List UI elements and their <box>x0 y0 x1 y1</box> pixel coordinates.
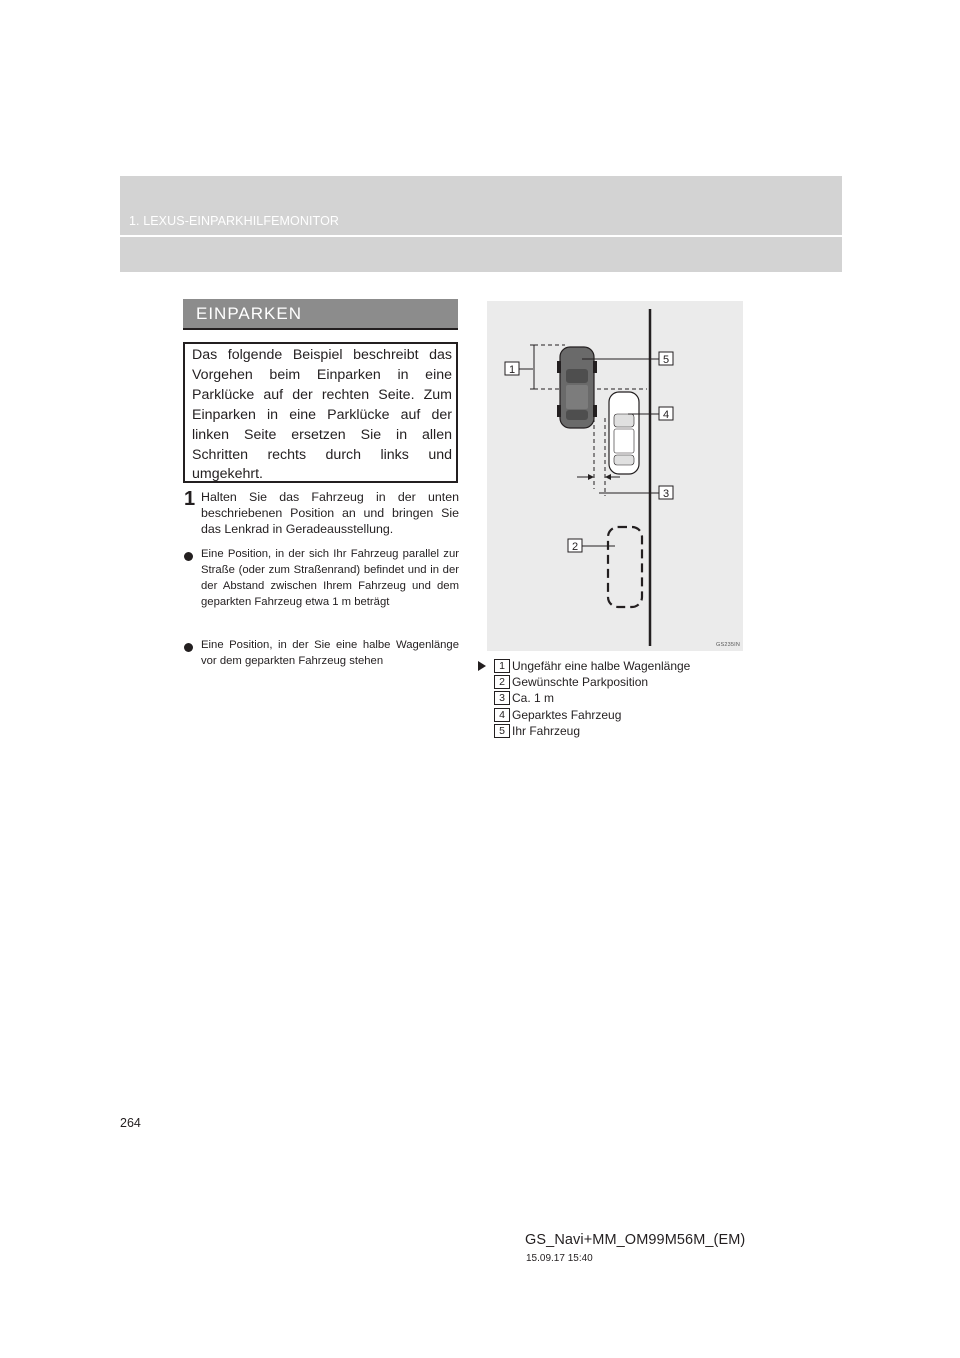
step-number: 1 <box>184 488 196 510</box>
bullet-text: Eine Position, in der sich Ihr Fahrzeug parallel zur Straße (oder zum Straßenrand) befindet und in der der Abstand zwischen Ihrem Fahrzeug und dem geparkten Fahrzeug etwa 1 m beträgt <box>201 548 459 608</box>
legend-text: Ungefähr eine halbe Wagenlänge <box>512 659 691 673</box>
legend-item <box>478 707 778 723</box>
callout-label: 2 <box>571 541 579 553</box>
section-heading: EINPARKEN <box>183 299 458 330</box>
legend-text: Geparktes Fahrzeug <box>512 707 622 722</box>
header-band <box>120 176 842 272</box>
callout-1-badge <box>505 362 519 376</box>
legend-number: 3 <box>494 691 510 705</box>
intro-box: Das folgende Beispiel beschreibt das Vorgehen beim Einparken in eine Parklücke auf der rechten Seite. Zum Einparken in eine Parklücke auf der linken Seite ersetzen Sie in allen Schritten rechts durch links und umgekehrt. <box>183 342 458 483</box>
figure-code: GS235IN <box>715 642 740 648</box>
legend-number: 2 <box>494 675 510 689</box>
document-id: GS_Navi+MM_OM99M56M_(EM) <box>525 1232 746 1248</box>
callout-label: 1 <box>508 364 516 376</box>
header-rule <box>120 235 842 237</box>
legend-number: 4 <box>494 708 510 722</box>
legend-number: 1 <box>494 659 510 673</box>
step-text: Halten Sie das Fahrzeug in der unten beschriebenen Position an und bringen Sie das Lenkrad in Geradeausstellung. <box>201 490 459 536</box>
callout-2-badge <box>568 539 582 553</box>
bullet-icon <box>184 643 193 652</box>
chapter-title: 1. LEXUS-EINPARKHILFEMONITOR <box>129 214 340 228</box>
desired-parking-position <box>608 527 642 607</box>
legend-number: 5 <box>494 724 510 738</box>
callout-label: 5 <box>662 354 670 366</box>
callout-3-badge <box>659 486 673 500</box>
page-number: 264 <box>120 1116 141 1130</box>
bullet-item <box>184 638 459 670</box>
callout-5-badge <box>659 352 673 366</box>
bullet-icon <box>184 552 193 561</box>
legend-item <box>478 690 778 706</box>
figure-legend <box>478 658 778 739</box>
callout-4-badge <box>659 407 673 421</box>
callout-label: 4 <box>662 409 670 421</box>
bullet-text: Eine Position, in der Sie eine halbe Wagenlänge vor dem geparkten Fahrzeug stehen <box>201 639 459 667</box>
parked-vehicle <box>609 392 639 474</box>
callout-label: 3 <box>662 488 670 500</box>
legend-text: Ca. 1 m <box>512 691 555 706</box>
parking-diagram <box>487 301 743 651</box>
legend-text: Ihr Fahrzeug <box>512 723 581 738</box>
bullet-item <box>184 547 459 611</box>
legend-item <box>478 723 778 739</box>
document-timestamp: 15.09.17 15:40 <box>526 1253 593 1264</box>
legend-item <box>478 674 778 690</box>
step-1 <box>184 489 459 537</box>
arrow-right-icon <box>478 661 486 671</box>
legend-item <box>478 658 778 674</box>
parking-diagram-svg <box>487 301 743 651</box>
legend-text: Gewünschte Parkposition <box>512 675 649 690</box>
